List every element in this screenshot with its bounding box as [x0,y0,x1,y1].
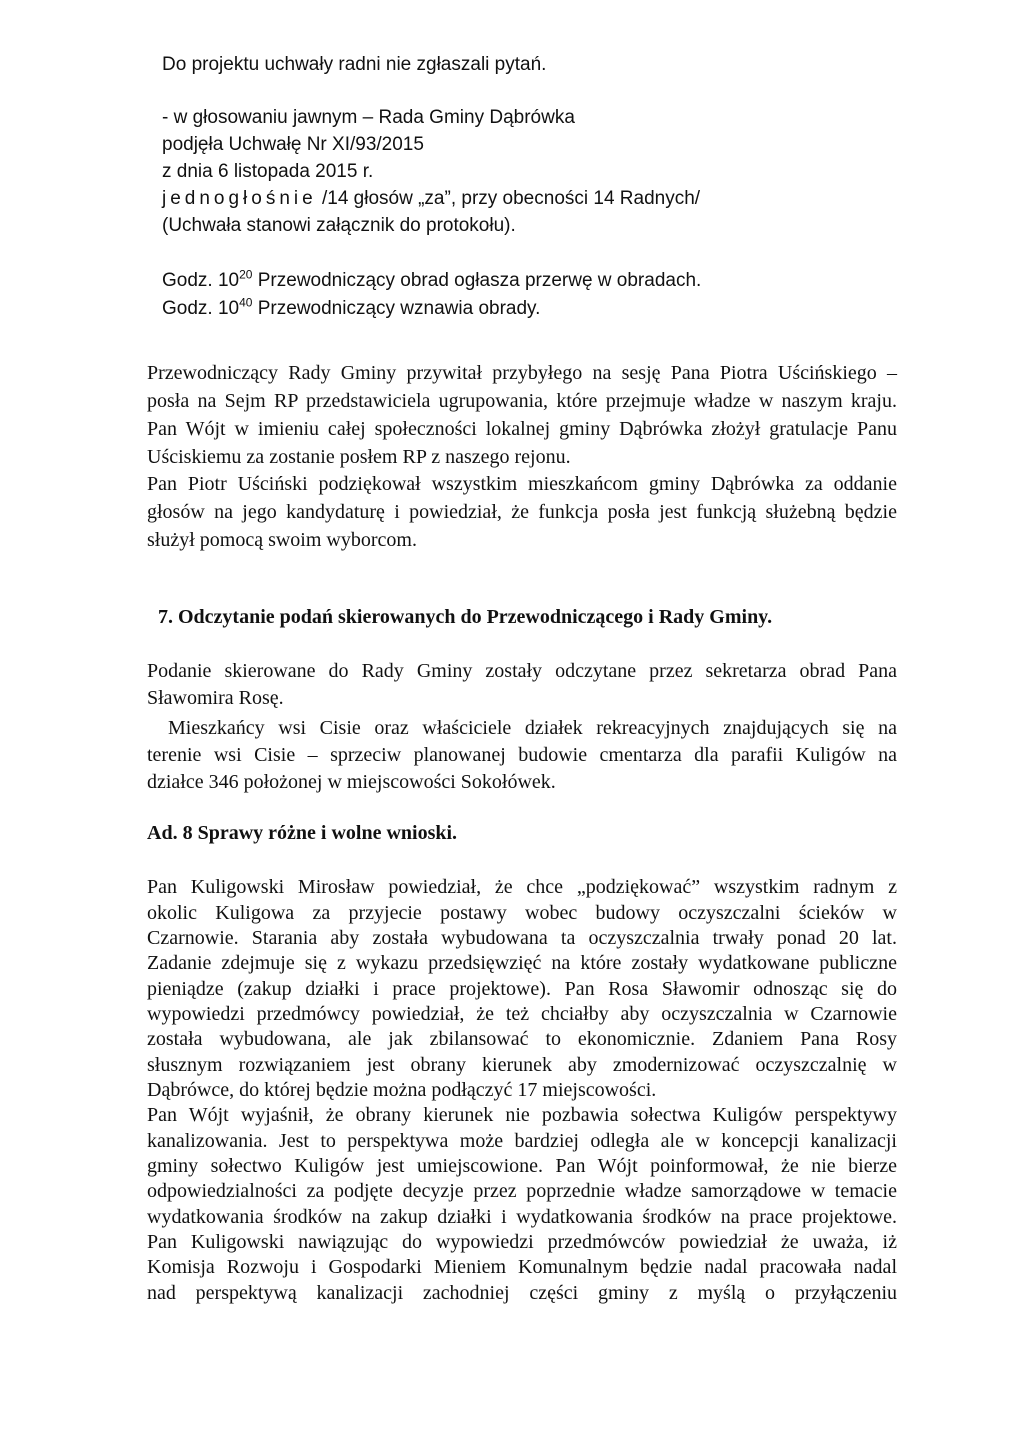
para1-line: Przewodniczący Rady Gminy przywitał przybyłego na sesję Pana Piotra Uścińskiego – [147,362,897,384]
vote-line-3: z dnia 6 listopada 2015 r. [162,161,374,182]
para3-line: kanalizowania. Jest to perspektywa może bardziej odległa ale w koncepcji kanalizacji [147,1130,897,1152]
para2-line: Mieszkańcy wsi Cisie oraz właściciele działek rekreacyjnych znajdujących się na [168,717,897,739]
para1-line: służył pomocą swoim wyborcom. [147,529,417,551]
break-end-prefix: Godz. 10 [162,298,240,319]
para1-line: posła na Sejm RP przedstawiciela ugrupowania, które przejmuje władze w naszym kraju. [147,390,897,412]
para3-line: została wybudowana, ale jak zbilansować to ekonomicznie. Zdaniem Pana Rosy [147,1028,897,1050]
vote-line-1: - w głosowaniu jawnym – Rada Gminy Dąbrówka [162,107,575,128]
para3-line: pieniądze (zakup działki i prace projektowe). Pan Rosa Sławomir odnosząc się do [147,978,897,1000]
unanimous-word: jednogłośnie [162,188,317,209]
section-7-heading [158,604,772,630]
para3-line: Zadanie zdejmuje się z wykazu przedsięwzięć na które zostały wydatkowane publiczne [147,952,897,974]
vote-count: /14 głosów „za”, przy obecności 14 Radnych/ [316,188,701,209]
break-end-text: Przewodniczący wznawia obrady. [252,298,541,319]
vote-line-2: podjęła Uchwałę Nr XI/93/2015 [162,134,424,155]
section-8-heading: Ad. 8 Sprawy różne i wolne wnioski. [147,822,458,844]
para3-line: gminy sołectwo Kuligów jest umiejscowione. Pan Wójt poinformował, że nie bierze [147,1155,897,1177]
break-start-line [162,268,701,294]
break-end-line [162,296,540,322]
break-start-prefix: Godz. 10 [162,270,240,291]
para1-line: głosów na jego kandydaturę i powiedział, że funkcja posła jest funkcją służebną będzie [147,501,897,523]
para3-line: Czarnowie. Starania aby została wybudowana ta oczyszczalnia trwały ponad 20 lat. [147,927,897,949]
para3-line: Pan Wójt wyjaśnił, że obrany kierunek nie pozbawia sołectwa Kuligów perspektywy [147,1104,897,1126]
intro-line: Do projektu uchwały radni nie zgłaszali pytań. [162,54,547,75]
para1-line: Uściskiemu za zostanie posłem RP z naszego rejonu. [147,446,571,468]
para3-line: słusznym rozwiązaniem jest obrany kierunek aby zmodernizować oczyszczalnię w [147,1054,897,1076]
para3-line: wydatkowania środków na zakup działki i wydatkowania środków na prace projektowe. [147,1206,897,1228]
para3-line: odpowiedzialności za podjęte decyzje przez poprzednie władze samorządowe w temacie [147,1180,897,1202]
para2-line: terenie wsi Cisie – sprzeciw planowanej budowie cmentarza dla parafii Kuligów na [147,744,897,766]
para3-line: Pan Kuligowski Mirosław powiedział, że chce „podziękować” wszystkim radnym z [147,876,897,898]
para3-line: Komisja Rozwoju i Gospodarki Mieniem Komunalnym będzie nadal pracowała nadal [147,1256,897,1278]
break-start-minutes: 20 [239,267,253,282]
vote-line-4 [162,186,700,212]
para3-line: wypowiedzi przedmówcy powiedział, że też chciałby aby oczyszczalnia w Czarnowie [147,1003,897,1025]
para1-line: Pan Wójt w imieniu całej społeczności lokalnej gminy Dąbrówka złożył gratulacje Panu [147,418,897,440]
para1-line: Pan Piotr Uściński podziękował wszystkim mieszkańcom gminy Dąbrówka za oddanie [147,473,897,495]
para2-line: Sławomira Rosę. [147,687,284,709]
break-end-minutes: 40 [239,295,253,310]
para3-line: Dąbrówce, do której będzie można podłączyć 17 miejscowości. [147,1079,657,1101]
para3-line: okolic Kuligowa za przyjecie postawy wobec budowy oczyszczalni ścieków w [147,902,897,924]
para3-line: Pan Kuligowski nawiązując do wypowiedzi przedmówców powiedział że uważa, iż [147,1231,897,1253]
para3-line: nad perspektywą kanalizacji zachodniej części gminy z myślą o przyłączeniu [147,1282,897,1304]
vote-line-5: (Uchwała stanowi załącznik do protokołu). [162,215,516,236]
para2-line: Podanie skierowane do Rady Gminy zostały odczytane przez sekretarza obrad Pana [147,660,897,682]
section-7-number: 7. [158,606,173,628]
para2-line: działce 346 położonej w miejscowości Sokołówek. [147,771,556,793]
section-7-title: Odczytanie podań skierowanych do Przewodniczącego i Rady Gminy. [178,606,773,628]
break-start-text: Przewodniczący obrad ogłasza przerwę w obradach. [252,270,702,291]
